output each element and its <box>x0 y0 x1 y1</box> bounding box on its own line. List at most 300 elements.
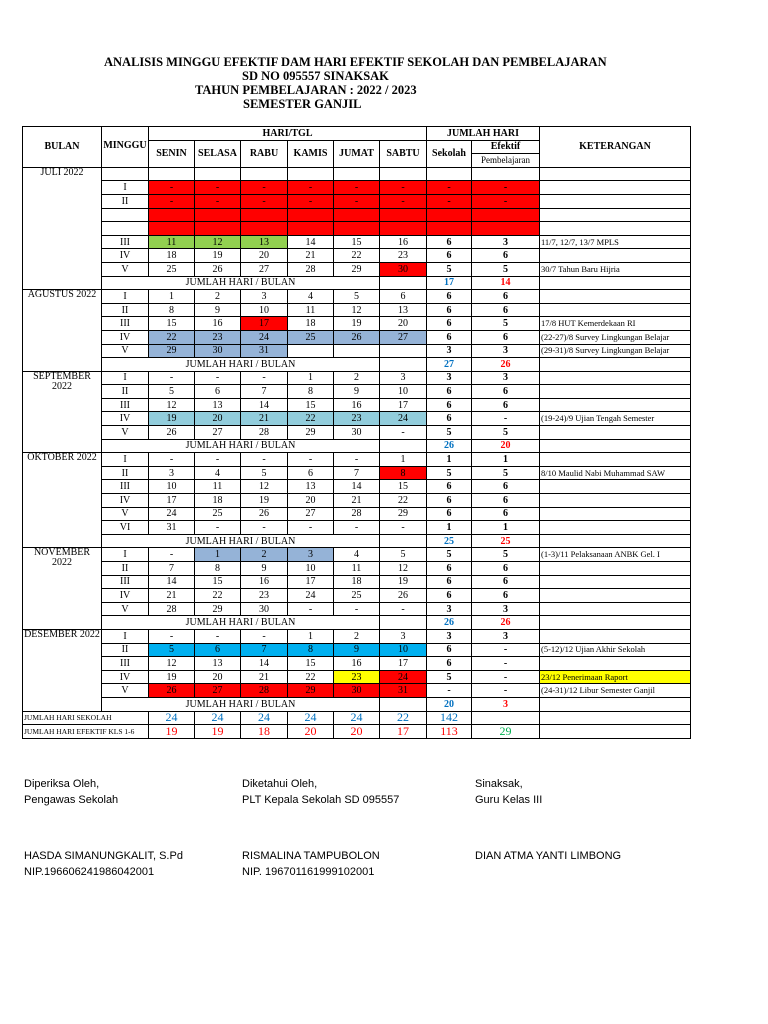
day-cell: - <box>334 181 380 195</box>
total-efektif-label: JUMLAH HARI EFEKTIF KLS 1-6 <box>23 725 149 739</box>
day-cell: 11 <box>149 235 195 249</box>
sekolah-count: 6 <box>427 589 472 603</box>
day-cell: 6 <box>288 466 334 480</box>
sekolah-count: 1 <box>427 521 472 535</box>
day-cell: 29 <box>195 602 241 616</box>
day-cell: 9 <box>241 562 288 576</box>
sum-efektif: 25 <box>472 534 540 548</box>
day-cell: 15 <box>149 317 195 331</box>
efektif-count: 3 <box>472 602 540 616</box>
day-cell: 28 <box>334 507 380 521</box>
day-cell: - <box>380 521 427 535</box>
day-cell: 12 <box>149 657 195 671</box>
day-cell: 18 <box>149 249 195 263</box>
sekolah-count: 3 <box>427 371 472 385</box>
day-cell: 13 <box>288 480 334 494</box>
sig-left-role1: Diperiksa Oleh, <box>24 778 100 790</box>
week-number: V <box>102 262 149 276</box>
week-number: IV <box>102 589 149 603</box>
sekolah-count: 1 <box>427 453 472 467</box>
keterangan-cell <box>540 426 691 440</box>
week-number <box>102 222 149 236</box>
sig-left-name: HASDA SIMANUNGKALIT, S.Pd <box>24 850 183 862</box>
day-cell <box>241 167 288 181</box>
sum-efektif: 26 <box>472 616 540 630</box>
efektif-count: 3 <box>472 371 540 385</box>
week-number: V <box>102 344 149 358</box>
sum-label: JUMLAH HARI / BULAN <box>102 439 380 453</box>
day-cell: - <box>149 181 195 195</box>
day-cell: - <box>241 521 288 535</box>
day-cell: 1 <box>288 371 334 385</box>
day-cell: 14 <box>334 480 380 494</box>
signature-right-name <box>475 848 621 864</box>
total-efektif-day: 20 <box>334 725 380 739</box>
table-row <box>23 602 691 616</box>
day-cell: 25 <box>195 507 241 521</box>
table-row <box>23 521 691 535</box>
day-cell: 23 <box>334 412 380 426</box>
day-cell: 5 <box>334 290 380 304</box>
signature-mid-name <box>242 848 380 880</box>
keterangan-cell <box>540 602 691 616</box>
table-row <box>23 385 691 399</box>
day-cell: 15 <box>288 657 334 671</box>
month-sum-row <box>23 697 691 711</box>
table-row <box>23 249 691 263</box>
day-cell: - <box>334 453 380 467</box>
sekolah-count: 6 <box>427 575 472 589</box>
day-cell: 30 <box>380 262 427 276</box>
day-cell: 26 <box>334 330 380 344</box>
efektif-count: 1 <box>472 453 540 467</box>
efektif-count: 5 <box>472 466 540 480</box>
day-cell: 5 <box>149 385 195 399</box>
day-cell: 13 <box>241 235 288 249</box>
efektif-count: 5 <box>472 262 540 276</box>
efektif-count: 6 <box>472 507 540 521</box>
day-cell: 1 <box>288 629 334 643</box>
day-cell <box>380 222 427 236</box>
day-cell: 6 <box>195 643 241 657</box>
sig-mid-nip: NIP. 196701161999102001 <box>242 866 375 878</box>
table-row <box>23 371 691 385</box>
day-cell: 8 <box>195 562 241 576</box>
day-cell: 13 <box>195 657 241 671</box>
day-cell: 22 <box>334 249 380 263</box>
week-number: III <box>102 657 149 671</box>
table-row <box>23 426 691 440</box>
total-sekolah-empty <box>472 711 540 725</box>
day-cell: 26 <box>195 262 241 276</box>
day-cell: 27 <box>241 262 288 276</box>
week-number: I <box>102 371 149 385</box>
sekolah-count: 5 <box>427 426 472 440</box>
table-row <box>23 670 691 684</box>
sekolah-count: 6 <box>427 249 472 263</box>
keterangan-cell: (24-31)/12 Libur Semester Ganjil <box>540 684 691 698</box>
table-row <box>23 589 691 603</box>
sekolah-count: - <box>427 194 472 208</box>
day-cell <box>380 208 427 222</box>
day-cell: - <box>241 194 288 208</box>
sekolah-count: 6 <box>427 643 472 657</box>
day-cell: 14 <box>241 657 288 671</box>
keterangan-cell <box>540 562 691 576</box>
day-cell <box>241 208 288 222</box>
day-cell: 30 <box>241 602 288 616</box>
day-cell: - <box>241 371 288 385</box>
table-row <box>23 235 691 249</box>
day-cell: 31 <box>149 521 195 535</box>
header-jumat: JUMAT <box>334 140 380 167</box>
table-row <box>23 548 691 562</box>
keterangan-cell: 17/8 HUT Kemerdekaan RI <box>540 317 691 331</box>
day-cell: 18 <box>334 575 380 589</box>
day-cell: 19 <box>149 412 195 426</box>
day-cell: 3 <box>241 290 288 304</box>
week-number: III <box>102 317 149 331</box>
sig-mid-role1: Diketahui Oleh, <box>242 778 318 790</box>
week-number: III <box>102 575 149 589</box>
sum-label: JUMLAH HARI / BULAN <box>102 276 380 290</box>
sum-spacer <box>380 697 427 711</box>
sum-label: JUMLAH HARI / BULAN <box>102 534 380 548</box>
sekolah-count: - <box>427 684 472 698</box>
table-row <box>23 181 691 195</box>
day-cell: 24 <box>241 330 288 344</box>
table-row <box>23 208 691 222</box>
keterangan-cell <box>540 303 691 317</box>
sum-keterangan <box>540 276 691 290</box>
day-cell: - <box>195 181 241 195</box>
day-cell: - <box>380 194 427 208</box>
keterangan-cell <box>540 398 691 412</box>
week-number: IV <box>102 330 149 344</box>
month-sum-row <box>23 358 691 372</box>
month-sum-row <box>23 276 691 290</box>
signature-left-name <box>24 848 183 880</box>
total-efektif-day: 20 <box>288 725 334 739</box>
day-cell: 19 <box>334 317 380 331</box>
day-cell: 13 <box>195 398 241 412</box>
efektif-count: - <box>472 181 540 195</box>
day-cell: 27 <box>288 507 334 521</box>
day-cell: 22 <box>149 330 195 344</box>
table-row <box>23 317 691 331</box>
day-cell: 27 <box>195 684 241 698</box>
header-selasa: SELASA <box>195 140 241 167</box>
total-efektif-pemb: 29 <box>472 725 540 739</box>
day-cell: 16 <box>380 235 427 249</box>
total-sekolah-label: JUMLAH HARI SEKOLAH <box>23 711 149 725</box>
week-number: III <box>102 398 149 412</box>
day-cell: 22 <box>288 670 334 684</box>
day-cell: 17 <box>241 317 288 331</box>
efektif-count: 3 <box>472 235 540 249</box>
sum-efektif: 14 <box>472 276 540 290</box>
day-cell: 14 <box>241 398 288 412</box>
day-cell: 27 <box>195 426 241 440</box>
day-cell: 20 <box>380 317 427 331</box>
day-cell: 3 <box>380 629 427 643</box>
sum-sekolah: 25 <box>427 534 472 548</box>
day-cell <box>195 167 241 181</box>
day-cell: 14 <box>149 575 195 589</box>
day-cell: 9 <box>195 303 241 317</box>
day-cell: 15 <box>334 235 380 249</box>
day-cell: - <box>241 629 288 643</box>
table-row <box>23 684 691 698</box>
keterangan-cell: (5-12)/12 Ujian Akhir Sekolah <box>540 643 691 657</box>
day-cell: 21 <box>149 589 195 603</box>
efektif-count: 6 <box>472 385 540 399</box>
total-sekolah-sum: 142 <box>427 711 472 725</box>
day-cell: 10 <box>241 303 288 317</box>
day-cell: 8 <box>288 385 334 399</box>
efektif-count: - <box>472 657 540 671</box>
efektif-count: 5 <box>472 548 540 562</box>
day-cell: - <box>149 194 195 208</box>
keterangan-cell <box>540 494 691 508</box>
day-cell: 12 <box>241 480 288 494</box>
day-cell: 31 <box>241 344 288 358</box>
week-number: VI <box>102 521 149 535</box>
day-cell: - <box>241 453 288 467</box>
efektif-count: 6 <box>472 303 540 317</box>
day-cell: 11 <box>334 562 380 576</box>
sum-label: JUMLAH HARI / BULAN <box>102 358 380 372</box>
efektif-count: 6 <box>472 589 540 603</box>
keterangan-cell: (22-27)/8 Survey Lingkungan Belajar <box>540 330 691 344</box>
header-keterangan: KETERANGAN <box>540 127 691 168</box>
table-row <box>23 290 691 304</box>
day-cell: 7 <box>334 466 380 480</box>
header-kamis: KAMIS <box>288 140 334 167</box>
total-efektif-ket <box>540 725 691 739</box>
total-sekolah-row <box>23 711 691 725</box>
header-jumlah-hari: JUMLAH HARI <box>427 127 540 141</box>
keterangan-cell: 23/12 Penerimaan Raport <box>540 670 691 684</box>
week-number: IV <box>102 670 149 684</box>
month-sum-row <box>23 616 691 630</box>
day-cell: 5 <box>241 466 288 480</box>
day-cell: 5 <box>380 548 427 562</box>
day-cell: - <box>380 426 427 440</box>
day-cell <box>195 208 241 222</box>
sekolah-count <box>427 208 472 222</box>
sekolah-count: 6 <box>427 385 472 399</box>
total-sekolah-ket <box>540 711 691 725</box>
sum-efektif: 26 <box>472 358 540 372</box>
day-cell: 26 <box>380 589 427 603</box>
day-cell: 3 <box>288 548 334 562</box>
day-cell: 21 <box>241 670 288 684</box>
day-cell: 30 <box>195 344 241 358</box>
keterangan-cell <box>540 453 691 467</box>
efektif-count: - <box>472 684 540 698</box>
day-cell: 9 <box>334 643 380 657</box>
month-sum-row <box>23 534 691 548</box>
day-cell: 1 <box>380 453 427 467</box>
academic-year: TAHUN PEMBELAJARAN : 2022 / 2023 <box>195 83 417 97</box>
semester: SEMESTER GANJIL <box>243 97 362 111</box>
day-cell: 23 <box>380 249 427 263</box>
day-cell <box>288 167 334 181</box>
week-number: IV <box>102 494 149 508</box>
day-cell <box>380 167 427 181</box>
day-cell: 6 <box>380 290 427 304</box>
sekolah-count: 6 <box>427 398 472 412</box>
week-number <box>102 167 149 181</box>
keterangan-cell <box>540 222 691 236</box>
day-cell: 24 <box>380 412 427 426</box>
sum-keterangan <box>540 439 691 453</box>
day-cell: 1 <box>149 290 195 304</box>
sig-mid-name: RISMALINA TAMPUBOLON <box>242 850 380 862</box>
keterangan-cell <box>540 249 691 263</box>
week-number: V <box>102 426 149 440</box>
header-rabu: RABU <box>241 140 288 167</box>
sum-keterangan <box>540 358 691 372</box>
month-sum-row <box>23 439 691 453</box>
keterangan-cell <box>540 181 691 195</box>
school-name: SD NO 095557 SINAKSAK <box>242 69 389 83</box>
day-cell: - <box>195 629 241 643</box>
day-cell: 7 <box>241 385 288 399</box>
day-cell: 7 <box>149 562 195 576</box>
week-number: I <box>102 290 149 304</box>
day-cell: - <box>149 629 195 643</box>
day-cell: - <box>149 453 195 467</box>
sig-right-role2: Guru Kelas III <box>475 794 543 806</box>
day-cell: 13 <box>380 303 427 317</box>
table-row <box>23 575 691 589</box>
day-cell: 29 <box>380 507 427 521</box>
day-cell: 25 <box>288 330 334 344</box>
week-number: II <box>102 303 149 317</box>
week-number: II <box>102 466 149 480</box>
day-cell <box>241 222 288 236</box>
day-cell <box>334 208 380 222</box>
table-row <box>23 303 691 317</box>
day-cell: - <box>334 521 380 535</box>
sig-right-role1: Sinaksak, <box>475 778 523 790</box>
sig-left-role2: Pengawas Sekolah <box>24 794 119 806</box>
sekolah-count: 6 <box>427 290 472 304</box>
month-name: NOVEMBER 2022 <box>23 548 102 630</box>
sum-efektif: 20 <box>472 439 540 453</box>
day-cell: 6 <box>195 385 241 399</box>
table-row <box>23 398 691 412</box>
efektif-count <box>472 222 540 236</box>
sig-left-nip: NIP.196606241986042001 <box>24 866 155 878</box>
total-efektif-row <box>23 725 691 739</box>
day-cell: 23 <box>241 589 288 603</box>
table-row <box>23 507 691 521</box>
day-cell: 28 <box>241 426 288 440</box>
day-cell: 10 <box>149 480 195 494</box>
day-cell: 10 <box>380 385 427 399</box>
week-number: II <box>102 562 149 576</box>
total-sekolah-day: 24 <box>149 711 195 725</box>
sekolah-count: 5 <box>427 466 472 480</box>
sum-sekolah: 20 <box>427 697 472 711</box>
day-cell <box>149 208 195 222</box>
sekolah-count: 5 <box>427 262 472 276</box>
week-number: I <box>102 181 149 195</box>
sekolah-count <box>427 222 472 236</box>
keterangan-cell <box>540 657 691 671</box>
day-cell: 20 <box>195 412 241 426</box>
day-cell: - <box>149 371 195 385</box>
day-cell: 26 <box>149 684 195 698</box>
day-cell: - <box>195 453 241 467</box>
sekolah-count: 6 <box>427 235 472 249</box>
total-efektif-day: 18 <box>241 725 288 739</box>
efektif-count: 6 <box>472 575 540 589</box>
total-sekolah-day: 24 <box>241 711 288 725</box>
day-cell: 24 <box>149 507 195 521</box>
week-number: III <box>102 480 149 494</box>
efektif-count: 6 <box>472 480 540 494</box>
day-cell: 25 <box>334 589 380 603</box>
sekolah-count: 6 <box>427 562 472 576</box>
week-number <box>102 208 149 222</box>
efektif-count: 5 <box>472 317 540 331</box>
sum-efektif: 3 <box>472 697 540 711</box>
week-number: V <box>102 602 149 616</box>
week-number: I <box>102 453 149 467</box>
day-cell <box>288 222 334 236</box>
day-cell: 10 <box>288 562 334 576</box>
efektif-count: 6 <box>472 249 540 263</box>
day-cell: 17 <box>288 575 334 589</box>
day-cell: 28 <box>288 262 334 276</box>
day-cell: 8 <box>149 303 195 317</box>
table-row <box>23 194 691 208</box>
month-name: AGUSTUS 2022 <box>23 290 102 372</box>
sum-spacer <box>380 616 427 630</box>
keterangan-cell <box>540 480 691 494</box>
sum-sekolah: 27 <box>427 358 472 372</box>
table-row <box>23 657 691 671</box>
table-row <box>23 453 691 467</box>
efektif-count: 3 <box>472 629 540 643</box>
day-cell: - <box>334 602 380 616</box>
efektif-count: 6 <box>472 562 540 576</box>
week-number: IV <box>102 412 149 426</box>
table-row <box>23 167 691 181</box>
day-cell: 24 <box>380 670 427 684</box>
signature-left <box>24 776 118 808</box>
day-cell: 10 <box>380 643 427 657</box>
sum-label: JUMLAH HARI / BULAN <box>102 697 380 711</box>
day-cell <box>334 222 380 236</box>
table-row <box>23 480 691 494</box>
keterangan-cell <box>540 371 691 385</box>
day-cell: 20 <box>241 249 288 263</box>
week-number: IV <box>102 249 149 263</box>
day-cell: 19 <box>149 670 195 684</box>
sekolah-count: 6 <box>427 412 472 426</box>
day-cell: 21 <box>334 494 380 508</box>
keterangan-cell: (29-31)/8 Survey Lingkungan Belajar <box>540 344 691 358</box>
sum-keterangan <box>540 534 691 548</box>
efektif-count: 3 <box>472 344 540 358</box>
table-row <box>23 629 691 643</box>
week-number: III <box>102 235 149 249</box>
